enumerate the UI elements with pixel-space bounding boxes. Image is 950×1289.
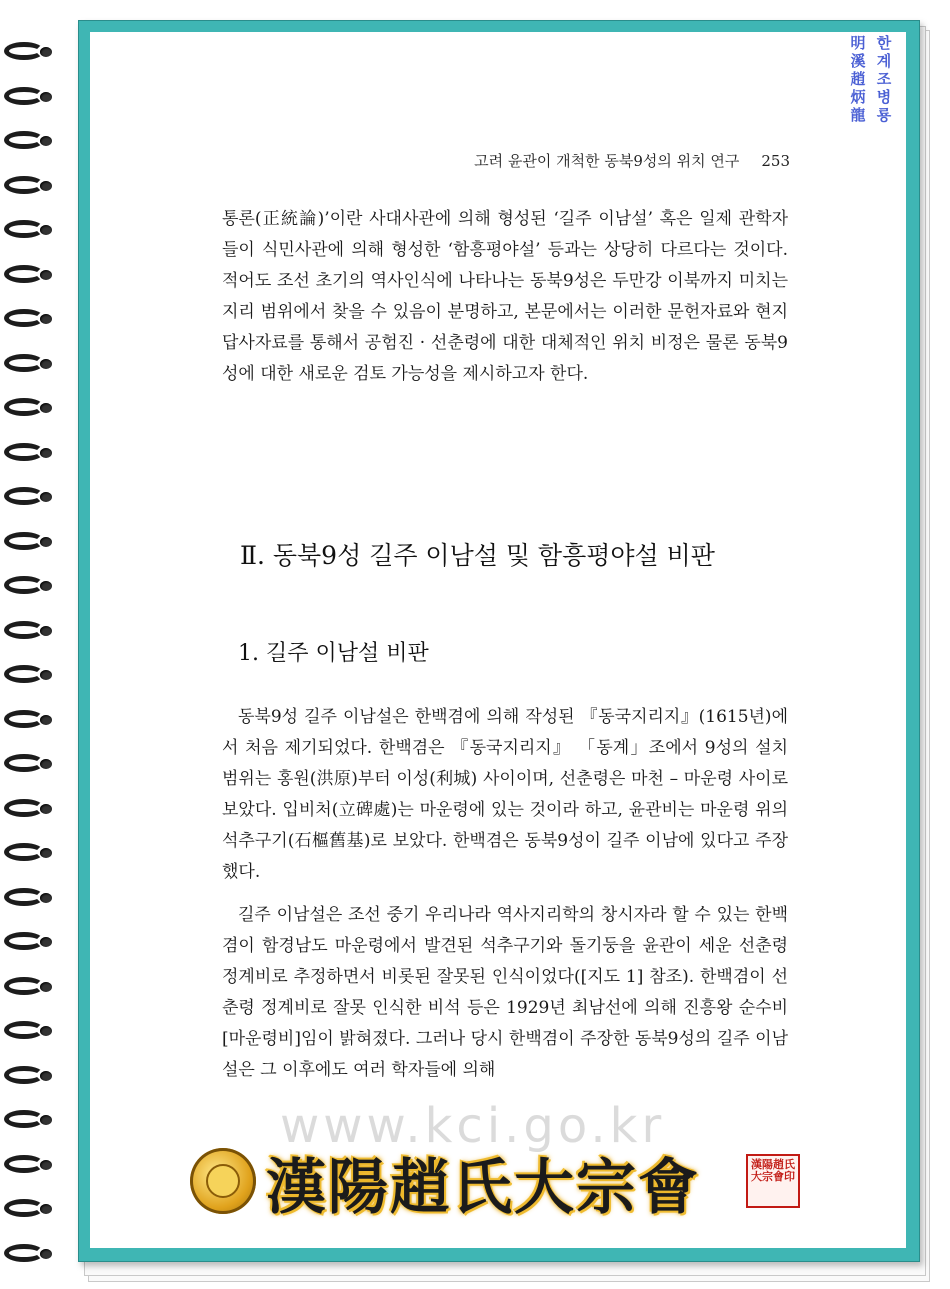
brand-name: 漢陽趙氏大宗會 <box>266 1153 700 1223</box>
binding-ring <box>4 443 56 465</box>
corner-stamp <box>846 34 898 128</box>
binding-ring <box>4 576 56 598</box>
binding-ring <box>4 309 56 331</box>
binding-ring <box>4 87 56 109</box>
binding-ring <box>4 176 56 198</box>
binding-ring <box>4 532 56 554</box>
binding-ring <box>4 487 56 509</box>
intro-paragraph: 통론(正統論)’이란 사대사관에 의해 형성된 ‘길주 이남설’ 혹은 일제 관학자들이 식민사관에 의해 형성한 ‘함흥평야설’ 등과는 상당히 다르다는 것이다. 적어도 조선 초기의 역사인식에 나타나는 동북9성은 두만강 이북까지 미치는 지리 범위에서 찾을 수 있음이 분명하고, 본문에서는 이러한 문헌자료와 현지 답사자료를 통해서 공험진 · 선춘령에 대한 대체적인 위치 비정은 물론 동북9성에 대한 새로운 검토 가능성을 제시하고자 한다. <box>222 209 788 384</box>
binding-ring <box>4 710 56 732</box>
page-number: 253 <box>761 152 790 170</box>
section-heading: Ⅱ. 동북9성 길주 이남설 및 함흥평야설 비판 <box>240 541 715 570</box>
binding-ring <box>4 1244 56 1266</box>
binding-ring <box>4 665 56 687</box>
spiral-binding <box>0 0 80 1289</box>
red-seal-stamp: 漢陽趙氏大宗會印 <box>746 1154 800 1208</box>
binding-ring <box>4 1021 56 1043</box>
corner-stamp-hangul: 한계조병룡 <box>876 34 892 124</box>
binding-ring <box>4 131 56 153</box>
binding-ring <box>4 843 56 865</box>
binding-ring <box>4 621 56 643</box>
body-paragraph-1: 동북9성 길주 이남설은 한백겸에 의해 작성된 『동국지리지』(1615년)에서 처음 제기되었다. 한백겸은 『동국지리지』 「동계」조에서 9성의 설치 범위는 홍원(洪原)부터 이성(利城) 사이이며, 선춘령은 마천 – 마운령 사이로 보았다. 입비처(立碑處)는 마운령에 있는 것이라 하고, 윤관비는 마운령 위의 석추구기(石樞舊基)로 보았다. 한백겸은 동북9성이 길주 이남에 있다고 주장했다. <box>222 707 788 882</box>
binding-ring <box>4 977 56 999</box>
binding-ring <box>4 1199 56 1221</box>
binding-ring <box>4 1110 56 1132</box>
corner-stamp-hanja: 明溪趙炳龍 <box>850 34 866 124</box>
binding-ring <box>4 42 56 64</box>
watermark-text: www.kci.go.kr <box>280 1098 666 1154</box>
binding-ring <box>4 888 56 910</box>
binding-ring <box>4 932 56 954</box>
binding-ring <box>4 1155 56 1177</box>
binding-ring <box>4 398 56 420</box>
binding-ring <box>4 1066 56 1088</box>
subsection-heading: 1. 길주 이남설 비판 <box>238 641 429 666</box>
body-paragraph-2: 길주 이남설은 조선 중기 우리나라 역사지리학의 창시자라 할 수 있는 한백겸이 함경남도 마운령에서 발견된 석추구기와 돌기둥을 윤관이 세운 선춘령 정계비로 추정하면서 비롯된 잘못된 인식이었다([지도 1] 참조). 한백겸이 선춘령 정계비로 잘못 인식한 비석 등은 1929년 최남선에 의해 진흥왕 순수비[마운령비]임이 밝혀졌다. 그러나 당시 한백겸이 주장한 동북9성의 길주 이남설은 그 이후에도 여러 학자들에 의해 <box>222 905 788 1080</box>
binding-ring <box>4 799 56 821</box>
running-head-title: 고려 윤관이 개척한 동북9성의 위치 연구 <box>474 152 740 170</box>
running-head <box>440 150 790 171</box>
binding-ring <box>4 220 56 242</box>
binding-ring <box>4 265 56 287</box>
binding-ring <box>4 354 56 376</box>
clan-emblem-icon <box>190 1148 256 1214</box>
binding-ring <box>4 754 56 776</box>
brand-banner <box>190 1138 810 1223</box>
